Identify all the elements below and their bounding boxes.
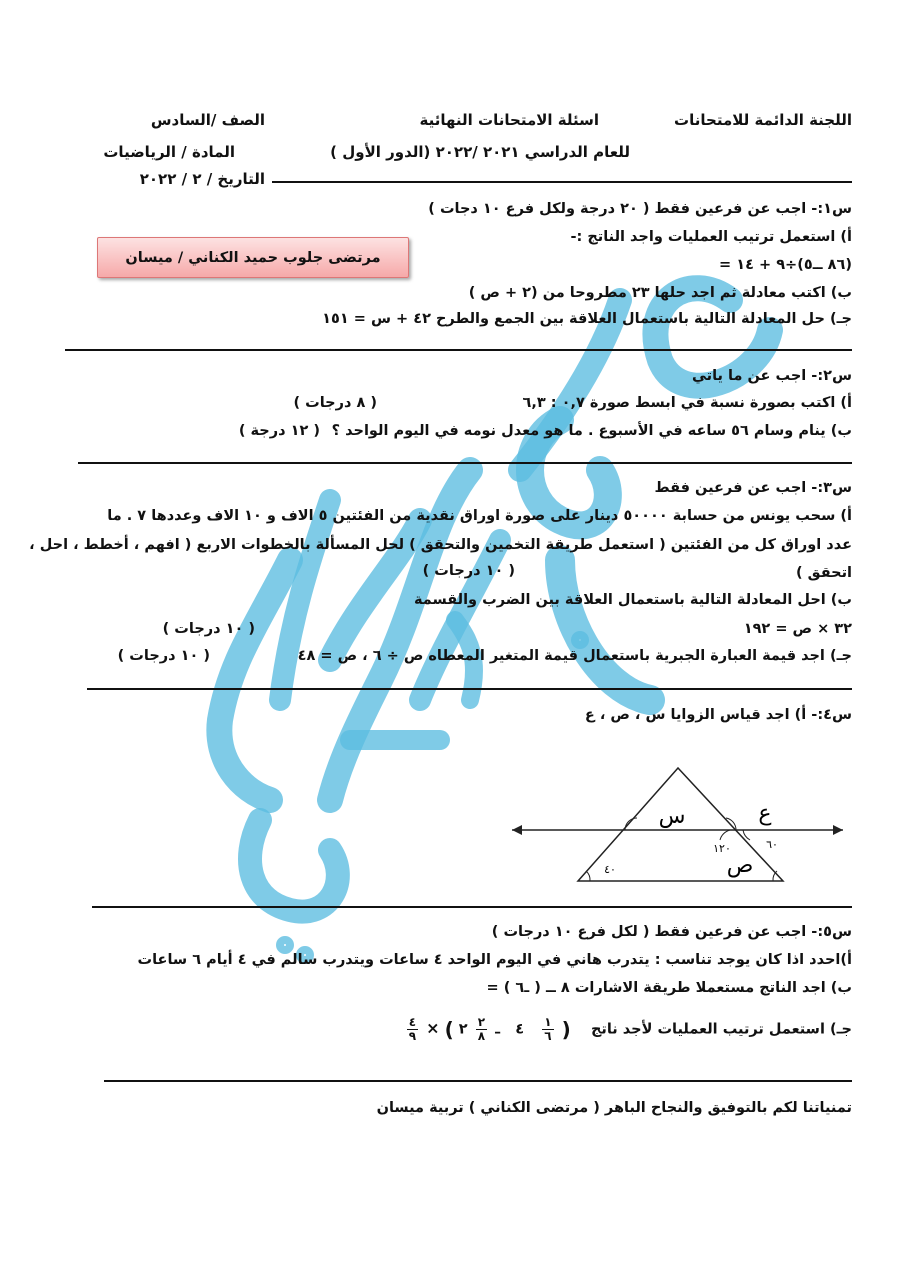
q3-part-a-marks: ( ١٠ درجات ) <box>422 563 515 579</box>
q3-divider <box>87 688 852 690</box>
q3-part-c: جـ) اجد قيمة العبارة الجبرية باستعمال قيمة المتغير المعطاه ص ÷ ٦ ، ص = ٤٨ <box>297 648 852 664</box>
header-subject: المادة / الرياضيات <box>103 143 235 161</box>
header-grade: الصف /السادس <box>150 111 265 129</box>
angle-label-y: ص <box>726 853 754 878</box>
q4-triangle-diagram <box>500 760 850 890</box>
q2-title: س٢:- اجب عن ما ياتي <box>691 368 852 384</box>
q3-part-a-line1: أ) سحب يونس من حسابة ٥٠٠٠٠ دينار على صورة اوراق نقدية من الفئتين ٥ الاف و ١٠ الاف وعددها ٧ . ما <box>107 508 852 524</box>
angle-label-60: ٦٠ <box>766 838 778 851</box>
q5-part-b: ب) اجد الناتج مستعملا طريقة الاشارات ٨ ــ ( ـ٦ ) = <box>486 980 852 996</box>
q3-part-c-marks: ( ١٠ درجات ) <box>117 648 210 664</box>
q5-part-c <box>404 1016 852 1043</box>
q4-divider <box>92 906 852 908</box>
q1-part-a-expression: (٨٦ ــ٥)÷٩ + ١٤ = <box>719 257 852 273</box>
q2-part-b-marks: ( ١٢ درجة ) <box>238 423 320 439</box>
q5-part-a: أ)احدد اذا كان يوجد تناسب : يتدرب هاني في اليوم الواحد ٤ ساعات ويتدرب سالم في ٤ أيام ٦ ساعات <box>137 952 852 968</box>
q3-part-b-marks: ( ١٠ درجات ) <box>162 621 255 637</box>
q5-part-c-text: جـ) استعمل ترتيب العمليات لأجد ناتج <box>590 1021 852 1038</box>
angle-label-40: ٤٠ <box>604 863 616 876</box>
q5-divider <box>104 1080 852 1082</box>
q2-divider <box>78 462 852 464</box>
q1-part-c: جـ) حل المعادلة التالية باستعمال العلاقة بين الجمع والطرح ٤٢ + س = ١٥١ <box>322 311 852 327</box>
q2-part-a-marks: ( ٨ درجات ) <box>293 395 377 411</box>
q5-minus: ـ <box>495 1021 501 1038</box>
header-academic-year: للعام الدراسي ٢٠٢١ /٢٠٢٢ (الدور الأول ) <box>330 143 630 161</box>
angle-label-x: س <box>658 804 686 829</box>
q3-part-a-line2: عدد اوراق كل من الفئتين ( استعمل طريقة التخمين والتحقق ) لحل المسألة بالخطوات الاربع ( افهم ، أخطط ، احل ، <box>29 537 852 553</box>
q3-part-a-line3: اتحقق ) <box>795 565 852 581</box>
q1-part-a: أ) استعمل ترتيب العمليات واجد الناتج :- <box>570 229 852 245</box>
q5-mixed-whole: ٤ <box>515 1021 525 1038</box>
q5-fraction-3: $\frac{٤}{٩}$ <box>408 1015 417 1043</box>
q1-title: س١:- اجب عن فرعين فقط ( ٢٠ درجة ولكل فرع ١٠ دجات ) <box>428 201 852 217</box>
header-committee: اللجنة الدائمة للامتحانات <box>674 111 852 129</box>
q5-fraction-2: $\frac{٢}{٨}$ <box>477 1015 486 1043</box>
q2-part-b: ب) ينام وسام ٥٦ ساعه في الأسبوع . ما هو معدل نومه في اليوم الواحد ؟ <box>331 423 852 439</box>
q5-title: س٥:- اجب عن فرعين فقط ( لكل فرع ١٠ درجات ) <box>491 924 852 940</box>
q1-divider <box>65 349 852 351</box>
q2-part-a: أ) اكتب بصورة نسبة في ابسط صورة ٠,٧ : ٦,٣ <box>522 395 852 411</box>
q5-fraction-1: $\frac{١}{٦}$ <box>544 1015 552 1043</box>
q4-title: س٤:- أ) اجد قياس الزوايا س ، ص ، ع <box>584 707 852 723</box>
q3-part-b-expression: ٣٢ × ص = ١٩٢ <box>743 621 852 637</box>
header-date: التاريخ / ٢ / ٢٠٢٢ <box>139 170 265 188</box>
q5-whole-2: ٢ <box>458 1021 468 1038</box>
q3-title: س٣:- اجب عن فرعين فقط <box>654 480 852 496</box>
header-exam-title: اسئلة الامتحانات النهائية <box>419 111 599 129</box>
q5-paren-open: ( <box>561 1017 571 1042</box>
author-name-box: مرتضى جلوب حميد الكناني / ميسان <box>97 237 409 278</box>
q5-paren-close: ) <box>444 1017 454 1042</box>
header-divider <box>272 181 852 183</box>
q3-part-b: ب) احل المعادلة التالية باستعمال العلاقة بين الضرب والقسمة <box>413 592 852 608</box>
q5-times: × <box>426 1018 440 1038</box>
angle-label-120: ١٢٠ <box>713 842 731 855</box>
angle-label-z: ع <box>758 801 772 826</box>
footer-wishes: تمنياتنا لكم بالتوفيق والنجاح الباهر ( مرتضى الكناني ) تربية ميسان <box>376 1100 852 1116</box>
q1-part-b: ب) اكتب معادلة ثم اجد حلها ٢٣ مطروحا من (٢ + ص ) <box>468 285 852 301</box>
